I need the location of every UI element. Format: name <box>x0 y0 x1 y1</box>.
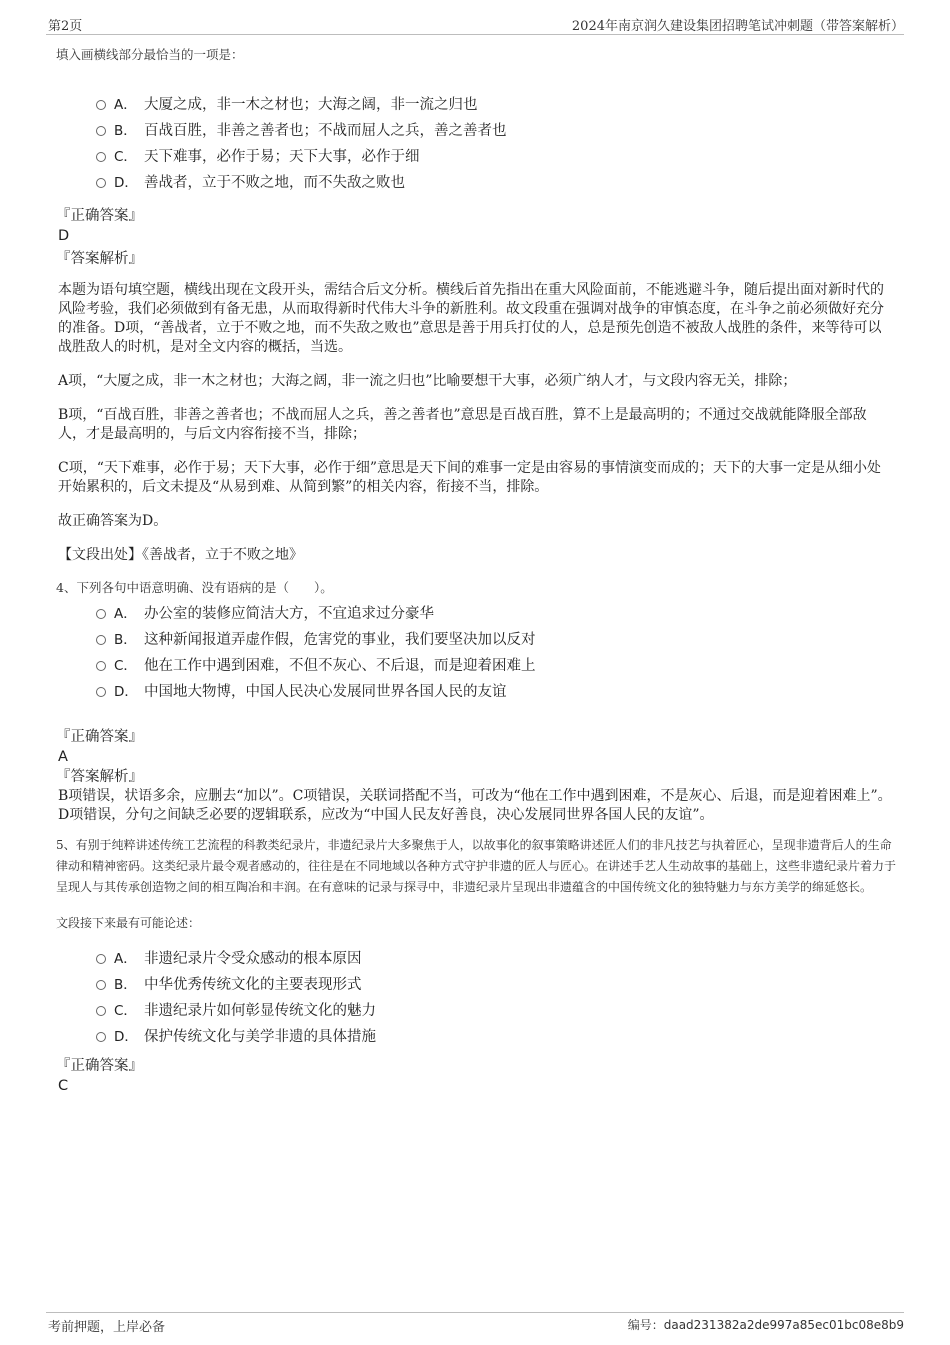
radio-icon[interactable] <box>96 609 106 619</box>
q5-option-a[interactable] <box>96 946 950 972</box>
radio-icon[interactable] <box>96 661 106 671</box>
option-letter: C． <box>114 658 137 674</box>
q4-analysis: B项错误，状语多余，应删去“加以”。C项错误，关联词搭配不当，可改为“他在工作中遇到困难，不是灰心、后退，而是迎着困难上”。D项错误，分句之间缺乏必要的逻辑联系，应改为“中国人民友好善良，决心发展同世界各国人民的友谊”。 <box>58 788 892 823</box>
option-text: 善战者，立于不败之地，而不失敌之败也 <box>144 175 405 191</box>
q3-option-c[interactable] <box>96 144 950 170</box>
q3-source: 【文段出处】《善战者，立于不败之地》 <box>58 547 303 563</box>
option-letter: D． <box>114 175 138 191</box>
radio-icon[interactable] <box>96 100 106 110</box>
footer-slogan: 考前押题，上岸必备 <box>48 1320 166 1335</box>
page-content <box>0 44 950 1096</box>
q3-analysis-paragraph: B项，“百战百胜，非善之善者也；不战而屈人之兵，善之善者也”意思是百战百胜，算不上是最高明的；不通过交战就能降服全部敌人，才是最高明的，与后文内容衔接不当，排除； <box>58 407 867 442</box>
radio-icon[interactable] <box>96 1006 106 1016</box>
option-text: 中华优秀传统文化的主要表现形式 <box>144 977 362 993</box>
option-text: 办公室的装修应简洁大方，不宜追求过分豪华 <box>144 606 434 622</box>
option-letter: C． <box>114 149 137 165</box>
option-text: 非遗纪录片如何彰显传统文化的魅力 <box>144 1003 376 1019</box>
q5-option-d[interactable] <box>96 1024 950 1050</box>
q4-stem: 4、下列各句中语意明确、没有语病的是（ ）。 <box>56 580 333 595</box>
option-letter: B． <box>114 632 137 648</box>
page-footer <box>46 1312 904 1335</box>
option-letter: A． <box>114 951 137 967</box>
radio-icon[interactable] <box>96 1032 106 1042</box>
option-letter: D． <box>114 684 138 700</box>
q4-option-c[interactable] <box>96 653 950 679</box>
q5-option-c[interactable] <box>96 998 950 1024</box>
q3-stem: 填入画横线部分最恰当的一项是： <box>56 47 244 62</box>
option-letter: D． <box>114 1029 138 1045</box>
option-text: 非遗纪录片令受众感动的根本原因 <box>144 951 362 967</box>
radio-icon[interactable] <box>96 152 106 162</box>
q5-stem: 5、有别于纯粹讲述传统工艺流程的科教类纪录片，非遗纪录片大多聚焦于人，以故事化的叙事策略讲述匠人们的非凡技艺与执着匠心，呈现非遗背后人的生命律动和精神密码。这类纪录片最令观者感动的，往往是在不同地域以各种方式守护非遗的匠人与匠心。在讲述手艺人生动故事的基础上，这些非遗纪录片着力于呈现人与其传承创造物之间的相互陶冶和丰润。在有意味的记录与探寻中，非遗纪录片呈现出非遗蕴含的中国传统文化的独特魅力与东方美学的绵延悠长。 <box>56 838 897 894</box>
option-letter: B． <box>114 977 137 993</box>
page-number: 第2页 <box>48 19 83 34</box>
q4-analysis-label: 『答案解析』 <box>56 769 143 785</box>
radio-icon[interactable] <box>96 954 106 964</box>
q5-option-b[interactable] <box>96 972 950 998</box>
document-code: 编号：daad231382a2de997a85ec01bc08e8b9 <box>627 1318 904 1332</box>
q3-option-a[interactable] <box>96 92 950 118</box>
q3-option-d[interactable] <box>96 170 950 196</box>
q3-analysis-label: 『答案解析』 <box>56 251 143 267</box>
radio-icon[interactable] <box>96 126 106 136</box>
option-letter: B． <box>114 123 137 139</box>
q4-options <box>96 601 950 705</box>
document-title: 2024年南京润久建设集团招聘笔试冲刺题（带答案解析） <box>571 19 904 34</box>
option-text: 百战百胜，非善之善者也；不战而屈人之兵，善之善者也 <box>144 123 507 139</box>
q4-option-b[interactable] <box>96 627 950 653</box>
q3-analysis-paragraph: 故正确答案为D。 <box>58 513 168 529</box>
option-text: 他在工作中遇到困难，不但不灰心、不后退，而是迎着困难上 <box>144 658 536 674</box>
option-letter: C． <box>114 1003 137 1019</box>
q5-answer-label: 『正确答案』 <box>56 1058 143 1074</box>
option-text: 这种新闻报道弄虚作假，危害党的事业，我们要坚决加以反对 <box>144 632 536 648</box>
option-letter: A． <box>114 97 137 113</box>
q5-prompt: 文段接下来最有可能论述： <box>56 916 201 930</box>
option-text: 保护传统文化与美学非遗的具体措施 <box>144 1029 376 1045</box>
q3-analysis-paragraph: 本题为语句填空题，横线出现在文段开头，需结合后文分析。横线后首先指出在重大风险面前，不能逃避斗争，随后提出面对新时代的风险考验，我们必须做到有备无患，从而取得新时代伟大斗争的新胜利。故文段重在强调对战争的审慎态度，在斗争之前必须做好充分的准备。D项，“善战者，立于不败之地，而不失敌之败也”意思是善于用兵打仗的人，总是预先创造不被敌人战胜的条件，来等待可以战胜敌人的时机，是对全文内容的概括，当选。 <box>58 282 884 355</box>
option-letter: A． <box>114 606 137 622</box>
page-header <box>46 14 904 35</box>
q5-answer: C <box>58 1078 69 1094</box>
option-text: 天下难事，必作于易；天下大事，必作于细 <box>144 149 420 165</box>
radio-icon[interactable] <box>96 980 106 990</box>
option-text: 中国地大物博，中国人民决心发展同世界各国人民的友谊 <box>144 684 507 700</box>
q3-option-b[interactable] <box>96 118 950 144</box>
radio-icon[interactable] <box>96 687 106 697</box>
q4-option-d[interactable] <box>96 679 950 705</box>
q3-analysis-paragraph: C项，“天下难事，必作于易；天下大事，必作于细”意思是天下间的难事一定是由容易的事情演变而成的；天下的大事一定是从细小处开始累积的，后文未提及“从易到难、从简到繁”的相关内容，衔接不当，排除。 <box>58 460 882 495</box>
radio-icon[interactable] <box>96 178 106 188</box>
q3-answer-label: 『正确答案』 <box>56 208 143 224</box>
radio-icon[interactable] <box>96 635 106 645</box>
q5-options <box>96 946 950 1050</box>
q4-answer-label: 『正确答案』 <box>56 729 143 745</box>
q4-option-a[interactable] <box>96 601 950 627</box>
q3-options <box>96 92 950 196</box>
option-text: 大厦之成，非一木之材也；大海之阔，非一流之归也 <box>144 97 478 113</box>
q3-answer: D <box>58 228 70 244</box>
q4-answer: A <box>58 749 68 765</box>
q3-analysis-paragraph: A项，“大厦之成，非一木之材也；大海之阔，非一流之归也”比喻要想干大事，必须广纳人才，与文段内容无关，排除； <box>58 373 797 389</box>
